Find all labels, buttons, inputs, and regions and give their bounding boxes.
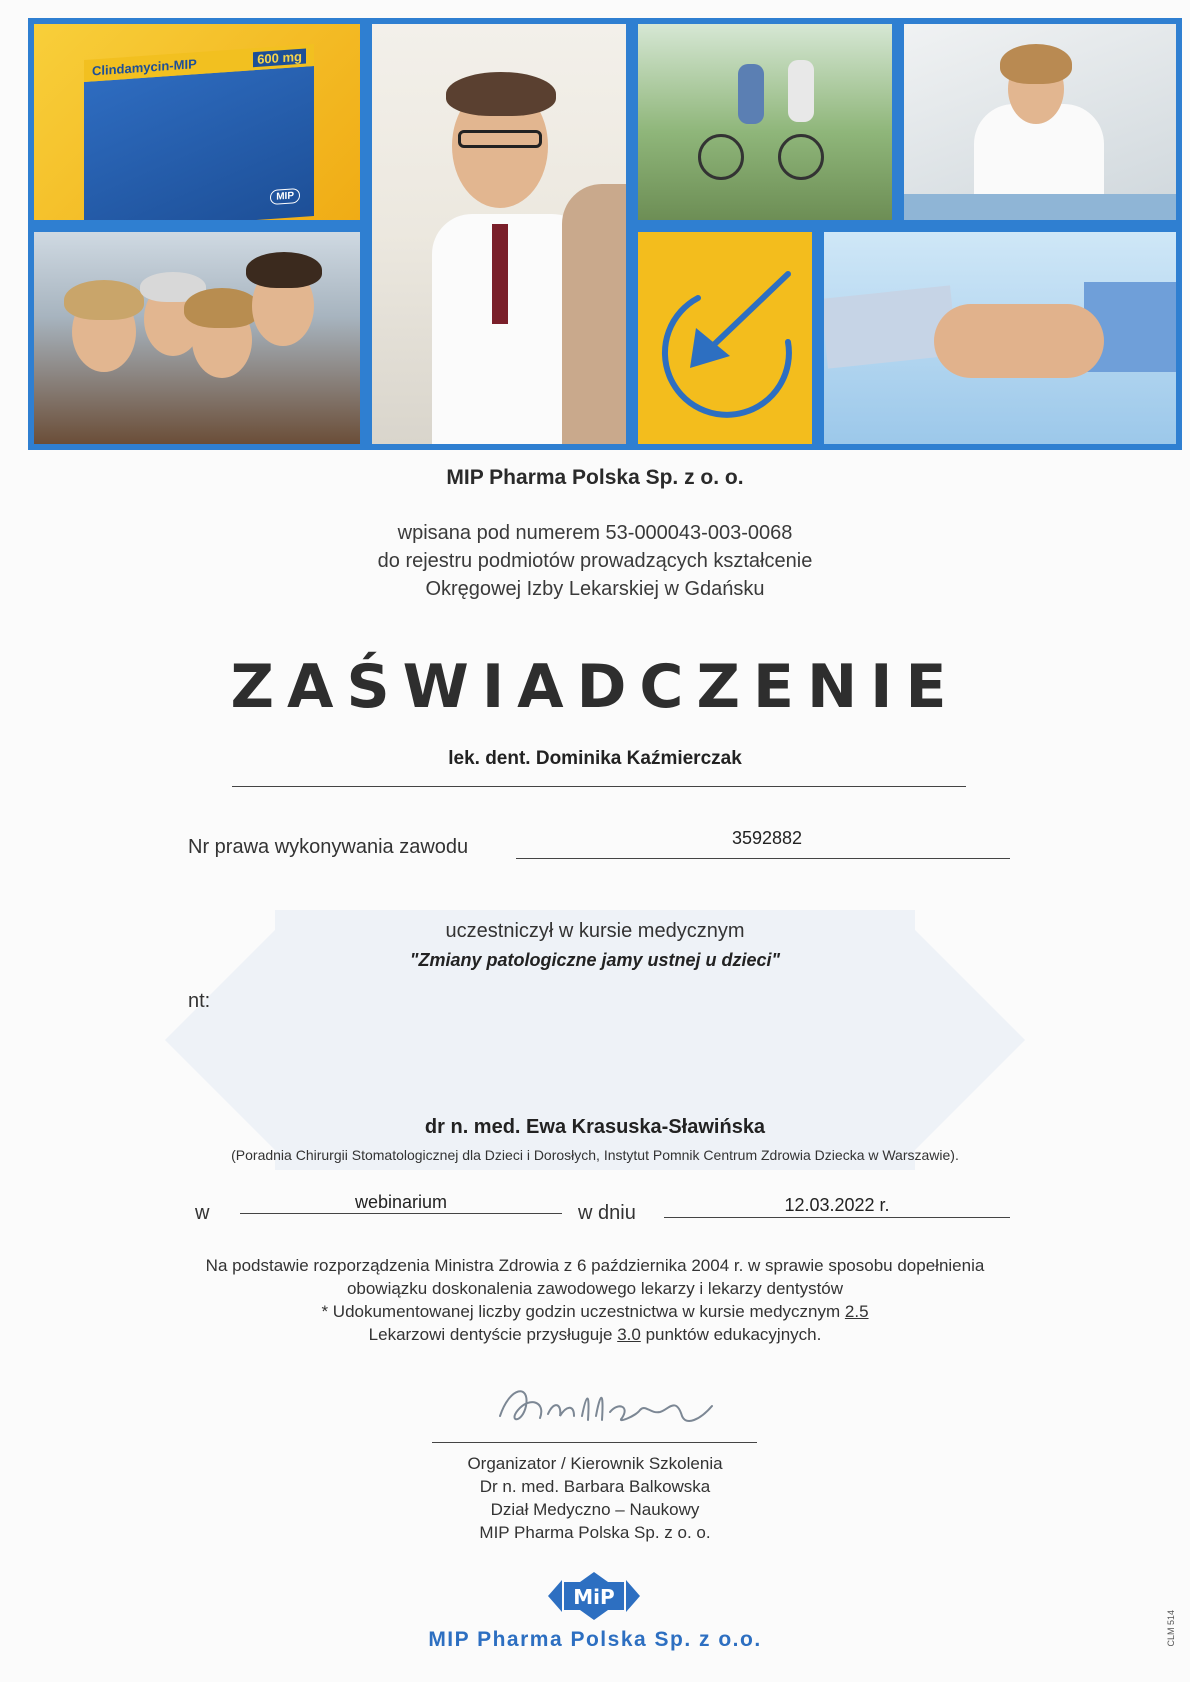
place-underline xyxy=(240,1213,562,1214)
basis-line-1: Na podstawie rozporządzenia Ministra Zdrowia z 6 października 2004 r. w sprawie sposobu dopełnienia xyxy=(205,1256,985,1275)
basis-line-2: obowiązku doskonalenia zawodowego lekarzy i lekarzy dentystów xyxy=(346,1279,844,1298)
arrow-graphic xyxy=(638,232,812,444)
lecturer-name: dr n. med. Ewa Krasuska-Sławińska xyxy=(424,1116,766,1138)
handwritten-signature xyxy=(490,1376,720,1436)
points-value: 3.0 xyxy=(617,1325,641,1344)
header-photo-collage xyxy=(28,18,1182,450)
logo-text: MiP xyxy=(573,1585,615,1609)
product-logo: MIP xyxy=(270,188,300,205)
product-dose: 600 mg xyxy=(253,49,306,68)
certificate-title: ZAŚWIADCZENIE xyxy=(230,652,960,722)
footer-company-name: MIP Pharma Polska Sp. z o.o. xyxy=(428,1628,762,1651)
product-name: Clindamycin-MIP xyxy=(92,56,197,79)
topic-label: nt: xyxy=(188,990,211,1012)
license-underline xyxy=(516,858,1010,859)
mip-logo xyxy=(548,1572,640,1620)
participant-name: lek. dent. Dominika Kaźmierczak xyxy=(448,748,742,769)
handshake-photo xyxy=(824,232,1176,444)
registration-line-1: wpisana pod numerem 53-000043-003-0068 xyxy=(397,522,793,544)
place-label: w xyxy=(195,1202,210,1224)
organizer-line-1: Organizator / Kierownik Szkolenia xyxy=(467,1454,723,1473)
date-value: 12.03.2022 r. xyxy=(784,1195,890,1215)
course-name: "Zmiany patologiczne jamy ustnej u dzieci" xyxy=(409,950,781,970)
hours-value: 2.5 xyxy=(844,1302,869,1321)
lab-scientist-photo xyxy=(904,24,1176,220)
family-photo xyxy=(34,232,360,444)
date-underline xyxy=(664,1217,1010,1218)
points-suffix: punktów edukacyjnych. xyxy=(645,1325,822,1344)
hours-label: * Udokumentowanej liczby godzin uczestnictwa w kursie medycznym xyxy=(321,1302,841,1321)
organization-title: MIP Pharma Polska Sp. z o. o. xyxy=(446,466,744,489)
course-intro: uczestniczył w kursie medycznym xyxy=(445,920,745,942)
basis-line-4 xyxy=(0,1325,1190,1345)
points-label: Lekarzowi dentyście przysługuje xyxy=(368,1325,613,1344)
registration-line-2: do rejestru podmiotów prowadzących kształcenie xyxy=(377,550,813,572)
license-label: Nr prawa wykonywania zawodu xyxy=(188,836,469,858)
lecturer-affiliation: (Poradnia Chirurgii Stomatologicznej dla Dzieci i Dorosłych, Instytut Pomnik Centrum Zdrowia Dziecka w Warszawie). xyxy=(231,1147,959,1163)
product-box-image xyxy=(34,24,360,220)
doctor-photo xyxy=(372,24,626,444)
registration-line-3: Okręgowej Izby Lekarskiej w Gdańsku xyxy=(425,578,765,600)
side-code: CLM 514 xyxy=(1166,1610,1176,1647)
license-number: 3592882 xyxy=(731,828,803,848)
organizer-line-2: Dr n. med. Barbara Balkowska xyxy=(479,1477,711,1496)
organizer-line-4: MIP Pharma Polska Sp. z o. o. xyxy=(479,1523,711,1542)
basis-line-3 xyxy=(0,1302,1190,1322)
cyclists-photo xyxy=(638,24,892,220)
organizer-line-3: Dział Medyczno – Naukowy xyxy=(490,1500,700,1519)
participant-underline xyxy=(232,786,966,787)
arrow-circle-icon xyxy=(638,232,812,444)
date-label: w dniu xyxy=(578,1202,636,1224)
signature-line xyxy=(432,1442,757,1443)
place-value: webinarium xyxy=(354,1192,448,1212)
